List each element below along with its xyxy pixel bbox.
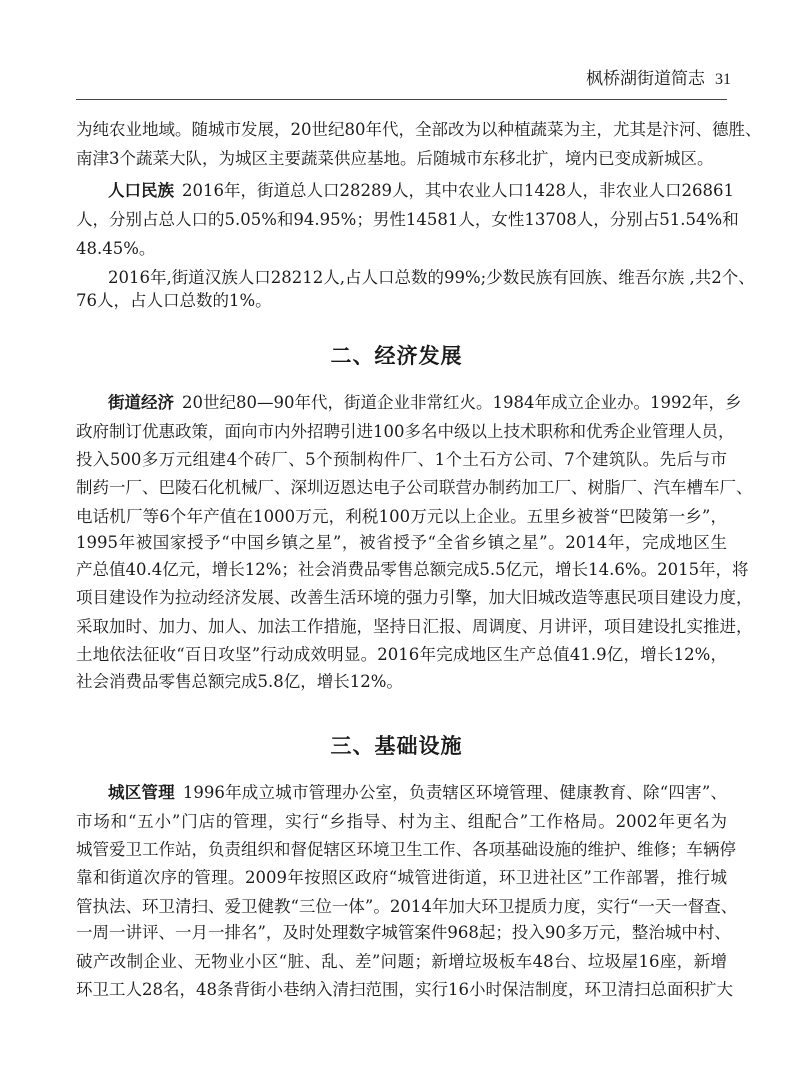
- page-number: 31: [715, 71, 731, 88]
- text-line: 破产改制企业、无物业小区“脏、乱、差”问题；新增垃圾板车48台、垃圾屋16座，新增: [76, 952, 727, 971]
- paragraph-line: [108, 392, 742, 414]
- paragraph-keyword: 人口民族: [108, 181, 174, 200]
- text-line: 社会消费品零售总额完成5.8亿，增长12%。: [76, 672, 403, 691]
- text-line: 投入500多万元组建4个砖厂、5个预制构件厂、1个土石方公司、7个建筑队。先后与市: [76, 450, 727, 469]
- text-line: 采取加时、加力、加人、加法工作措施，坚持日汇报、周调度、月讲评，项目建设扎实推进，: [76, 617, 753, 636]
- text-line: 项目建设作为拉动经济发展、改善生活环境的强力引擎，加大旧城改造等惠民项目建设力度，: [76, 588, 753, 607]
- section-title: 二、经济发展: [330, 344, 463, 368]
- text-line: 76人，占人口总数的1%。: [76, 291, 272, 310]
- text-line: 产总值40.4亿元，增长12%；社会消费品零售总额完成5.5亿元，增长14.6%。2015年，将: [76, 560, 749, 579]
- paragraph-keyword: 街道经济: [108, 393, 174, 412]
- text-line: 政府制订优惠政策，面向市内外招聘引进100多名中级以上技术职称和优秀企业管理人员，: [76, 422, 735, 441]
- text-line: 城管爱卫工作站，负责组织和督促辖区环境卫生工作、各项基础设施的维护、维修；车辆停: [76, 840, 736, 859]
- text-line: 靠和街道次序的管理。2009年按照区政府“城管进街道，环卫进社区”工作部署，推行城: [76, 868, 727, 887]
- section-title: 三、基础设施: [330, 734, 463, 758]
- text-line: 一周一讲评、一月一排名”，及时处理数字城管案件968起；投入90多万元，整治城中村、: [76, 923, 731, 942]
- text-line: 2016年,街道汉族人口28212人,占人口总数的99%;少数民族有回族、维吾尔族 ,共2个、: [108, 268, 755, 287]
- text-line: 南津3个蔬菜大队，为城区主要蔬菜供应基地。后随城市东移北扩，境内已变成新城区。: [76, 149, 714, 168]
- book-title: 枫桥湖街道简志: [586, 69, 705, 89]
- text-span: 1996年成立城市管理办公室，负责辖区环境管理、健康教育、除“四害”、: [182, 783, 727, 802]
- paragraph-keyword: 城区管理: [108, 783, 175, 802]
- text-line: 管执法、环卫清扫、爱卫健教“三位一体”。2014年加大环卫提质力度，实行“一天一督查、: [76, 897, 738, 916]
- running-header: [586, 64, 731, 89]
- text-line: 人，分别占总人口的5.05%和94.95%；男性14581人，女性13708人，分别占51.54%和: [76, 210, 739, 229]
- text-line: 环卫工人28名，48条背街小巷纳入清扫范围，实行16小时保洁制度，环卫清扫总面积扩大: [76, 980, 733, 999]
- text-line: 市场和“五小”门店的管理，实行“乡指导、村为主、组配合”工作格局。2002年更名为: [76, 812, 727, 831]
- header-rule: [76, 99, 727, 100]
- text-line: 电话机厂等6个年产值在1000万元，利税100万元以上企业。五里乡被誉“巴陵第一乡”，: [76, 507, 727, 526]
- text-line: 48.45%。: [76, 239, 156, 258]
- text-span: 2016年，街道总人口28289人，其中农业人口1428人，非农业人口26861: [182, 181, 734, 200]
- text-line: 制药一厂、巴陵石化机械厂、深圳迈恩达电子公司联营办制药加工厂、树脂厂、汽车槽车厂、: [76, 478, 753, 497]
- text-line: 为纯农业地域。随城市发展，20世纪80年代，全部改为以种植蔬菜为主，尤其是汴河、德胜、: [76, 120, 762, 139]
- paragraph-line: [108, 180, 734, 202]
- text-line: 1995年被国家授予“中国乡镇之星”，被省授予“全省乡镇之星”。2014年，完成地区生: [76, 533, 727, 552]
- paragraph-line: [108, 782, 727, 804]
- text-span: 20世纪80—90年代，街道企业非常红火。1984年成立企业办。1992年，乡: [182, 393, 742, 412]
- text-line: 土地依法征收“百日攻坚”行动成效明显。2016年完成地区生产总值41.9亿，增长12%，: [76, 645, 727, 664]
